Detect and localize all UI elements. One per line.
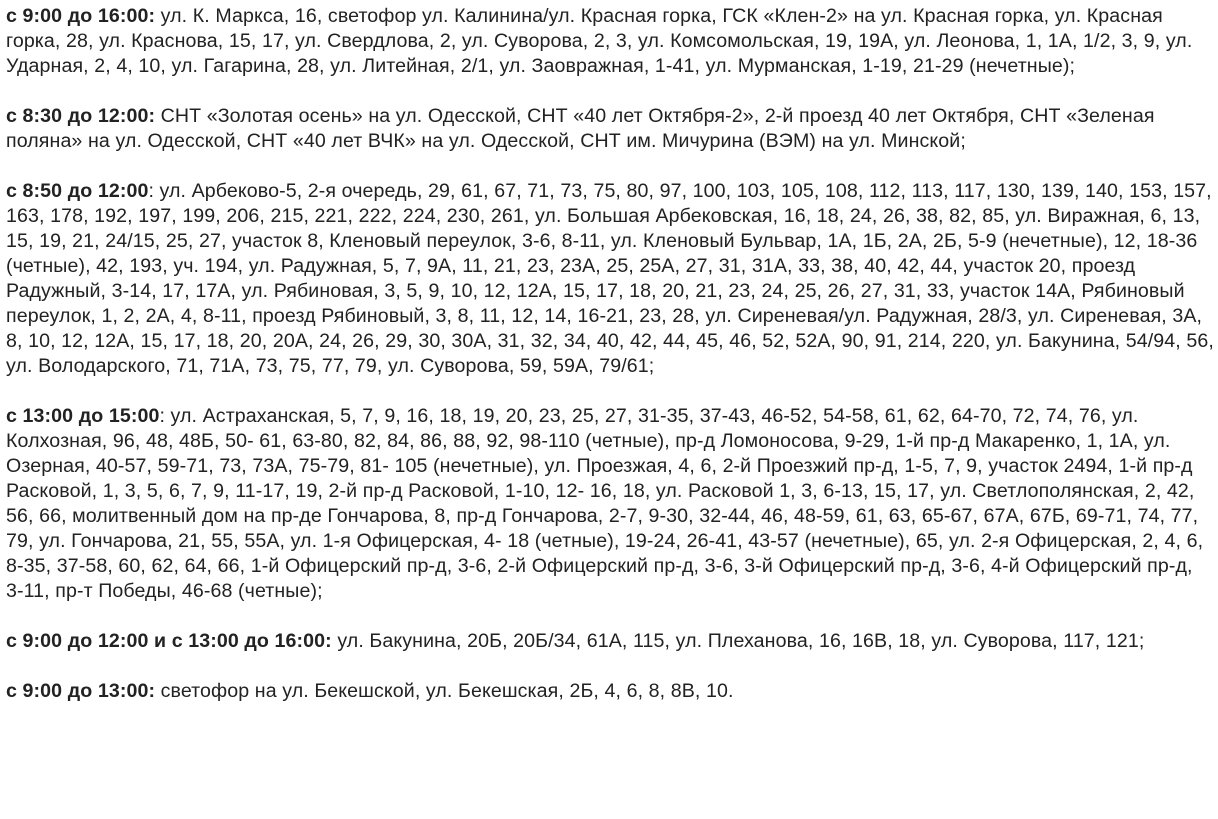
schedule-addresses: ул. Бакунина, 20Б, 20Б/34, 61А, 115, ул. Плеханова, 16, 16В, 18, ул. Суворова, 117, 121; <box>331 630 1145 652</box>
schedule-time: с 8:50 до 12:00 <box>6 180 149 202</box>
schedule-entry <box>6 179 1214 379</box>
schedule-entry <box>6 4 1214 79</box>
schedule-entry <box>6 629 1214 654</box>
schedule-time: с 9:00 до 12:00 и с 13:00 до 16:00: <box>6 630 332 652</box>
schedule-addresses: : ул. Арбеково-5, 2-я очередь, 29, 61, 67, 71, 73, 75, 80, 97, 100, 103, 105, 108, 112, 113, 117, 130, 139, 140, 153, 157, 163, 178, 192, 197, 199, 206, 215, 221, 222, 224, 230, 261, ул. Большая Арбековская, 16, 18, 24, 26, 38, 82, 85, ул. Виражная, 6, 13, 15, 19, 21, 24/15, 25, 27, участок 8, Кленовый переулок, 3-6, 8-11, ул. Кленовый Бульвар, 1А, 1Б, 2А, 2Б, 5-9 (нечетные), 12, 18-36 (четные), 42, 193, уч. 194, ул. Радужная, 5, 7, 9А, 11, 21, 23, 23А, 25, 25А, 27, 31, 31А, 33, 38, 40, 42, 44, участок 20, проезд Радужный, 3-14, 17, 17А, ул. Рябиновая, 3, 5, 9, 10, 12, 12А, 15, 17, 18, 20, 21, 23, 24, 25, 26, 27, 31, 33, участок 14А, Рябиновый переулок, 1, 2, 2А, 4, 8-11, проезд Рябиновый, 3, 8, 11, 12, 14, 16-21, 23, 28, ул. Сиреневая/ул. Радужная, 28/3, ул. Сиреневая, 3А, 8, 10, 12, 12А, 15, 17, 18, 20, 20А, 24, 26, 29, 30, 30А, 31, 32, 34, 40, 42, 44, 45, 46, 52, 52А, 90, 91, 214, 220, ул. Бакунина, 54/94, 56, ул. Володарского, 71, 71А, 73, 75, 77, 79, ул. Суворова, 59, 59А, 79/61; <box>6 180 1214 377</box>
schedule-time: с 8:30 до 12:00: <box>6 105 156 127</box>
schedule-addresses: : ул. Астраханская, 5, 7, 9, 16, 18, 19, 20, 23, 25, 27, 31-35, 37-43, 46-52, 54-58, 61, 62, 64-70, 72, 74, 76, ул. Колхозная, 96, 48, 48Б, 50- 61, 63-80, 82, 84, 86, 88, 92, 98-110 (четные), пр-д Ломоносова, 9-29, 1-й пр-д Макаренко, 1, 1А, ул. Озерная, 40-57, 59-71, 73, 73А, 75-79, 81- 105 (нечетные), ул. Проезжая, 4, 6, 2-й Проезжий пр-д, 1-5, 7, 9, участок 2494, 1-й пр-д Расковой, 1, 3, 5, 6, 7, 9, 11-17, 19, 2-й пр-д Расковой, 1-10, 12- 16, 18, ул. Расковой 1, 3, 6-13, 15, 17, ул. Светлополянская, 2, 42, 56, 66, молитвенный дом на пр-де Гончарова, 8, пр-д Гончарова, 2-7, 9-30, 32-44, 46, 48-59, 61, 63, 65-67, 67А, 67Б, 69-71, 74, 77, 79, ул. Гончарова, 21, 55, 55А, ул. 1-я Офицерская, 4- 18 (четные), 19-24, 26-41, 43-57 (нечетные), 65, ул. 2-я Офицерская, 2, 4, 6, 8-35, 37-58, 60, 62, 64, 66, 1-й Офицерский пр-д, 3-6, 2-й Офицерский пр-д, 3-6, 3-й Офицерский пр-д, 3-6, 4-й Офицерский пр-д, 3-11, пр-т Победы, 46-68 (четные); <box>6 405 1204 602</box>
schedule-addresses: светофор на ул. Бекешской, ул. Бекешская, 2Б, 4, 6, 8, 8В, 10. <box>155 680 734 702</box>
schedule-entry <box>6 679 1214 704</box>
schedule-time: с 13:00 до 15:00 <box>6 405 160 427</box>
schedule-addresses: ул. К. Маркса, 16, светофор ул. Калинина/ул. Красная горка, ГСК «Клен-2» на ул. Красная горка, ул. Красная горка, 28, ул. Краснова, 15, 17, ул. Свердлова, 2, ул. Суворова, 2, 3, ул. Комсомольская, 19, 19А, ул. Леонова, 1, 1А, 1/2, 3, 9, ул. Ударная, 2, 4, 10, ул. Гагарина, 28, ул. Литейная, 2/1, ул. Заовражная, 1-41, ул. Мурманская, 1-19, 21-29 (нечетные); <box>6 5 1193 77</box>
schedule-entry <box>6 404 1214 604</box>
schedule-entry <box>6 104 1214 154</box>
schedule-time: с 9:00 до 13:00: <box>6 680 156 702</box>
schedule-time: с 9:00 до 16:00: <box>6 5 156 27</box>
schedule-addresses: СНТ «Золотая осень» на ул. Одесской, СНТ «40 лет Октября-2», 2-й проезд 40 лет Октября, СНТ «Зеленая поляна» на ул. Одесской, СНТ «40 лет ВЧК» на ул. Одесской, СНТ им. Мичурина (ВЭМ) на ул. Минской; <box>6 105 1155 152</box>
